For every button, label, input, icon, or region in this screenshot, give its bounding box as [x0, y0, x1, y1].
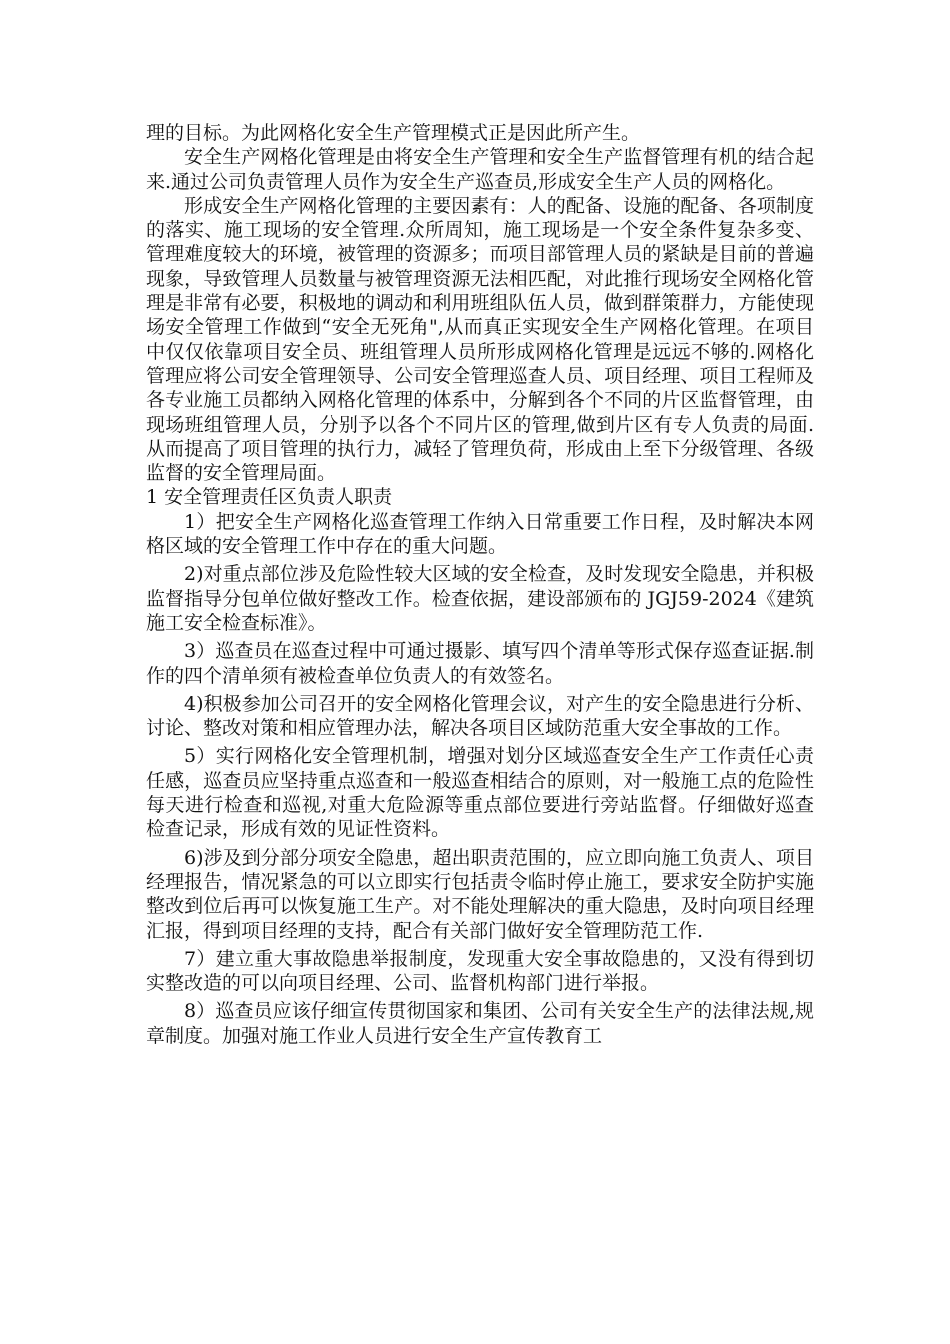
list-item-3: 3）巡查员在巡查过程中可通过摄影、填写四个清单等形式保存巡查证据.制作的四个清单须有被检查单位负责人的有效签名。	[146, 640, 814, 687]
list-item-6: 6)涉及到分部分项安全隐患，超出职责范围的，应立即向施工负责人、项目经理报告，情况紧急的可以立即实行包括责令临时停止施工，要求安全防护实施整改到位后再可以恢复施工生产。对不能处理解决的重大隐患，及时向项目经理汇报，得到项目经理的支持，配合有关部门做好安全管理防范工作.	[146, 846, 814, 942]
list-item-4: 4)积极参加公司召开的安全网格化管理会议，对产生的安全隐患进行分析、讨论、整改对策和相应管理办法，解决各项目区域防范重大安全事故的工作。	[146, 692, 814, 740]
section-heading: 1 安全管理责任区负责人职责	[146, 486, 393, 509]
document-page	[146, 121, 814, 1048]
list-item-8: 8）巡查员应该仔细宣传贯彻国家和集团、公司有关安全生产的法律法规,规章制度。加强对施工作业人员进行安全生产宣传教育工	[146, 1000, 814, 1047]
paragraph-intro: 理的目标。为此网格化安全生产管理模式正是因此所产生。	[146, 122, 641, 144]
list-item-1: 1）把安全生产网格化巡查管理工作纳入日常重要工作日程，及时解决本网格区域的安全管理工作中存在的重大问题。	[146, 510, 814, 558]
list-item-5: 5）实行网格化安全管理机制，增强对划分区域巡查安全生产工作责任心责任感，巡查员应坚持重点巡查和一般巡查相结合的原则，对一般施工点的危险性每天进行检查和巡视,对重大危险源等重点部位要进行旁站监督。仔细做好巡查检查记录，形成有效的见证性资料。	[146, 745, 814, 841]
paragraph-grid-management: 安全生产网格化管理是由将安全生产管理和安全生产监督管理有机的结合起来.通过公司负责管理人员作为安全生产巡查员,形成安全生产人员的网格化。	[146, 146, 814, 193]
list-item-7: 7）建立重大事故隐患举报制度，发现重大安全事故隐患的，又没有得到切实整改造的可以向项目经理、公司、监督机构部门进行举报。	[146, 947, 814, 995]
list-item-2: 2)对重点部位涉及危险性较大区域的安全检查，及时发现安全隐患，并积极监督指导分包单位做好整改工作。检查依据，建设部颁布的 JGJ59-2024《建筑施工安全检查标准》。	[146, 563, 814, 634]
paragraph-main-factors: 形成安全生产网格化管理的主要因素有：人的配备、设施的配备、各项制度的落实、施工现场的安全管理.众所周知，施工现场是一个安全条件复杂多变、管理难度较大的环境，被管理的资源多；而项目部管理人员的紧缺是目前的普遍现象，导致管理人员数量与被管理资源无法相匹配，对此推行现场安全网格化管理是非常有必要，积极地的调动和利用班组队伍人员，做到群策群力，方能使现场安全管理工作做到“安全无死角",从而真正实现安全生产网格化管理。在项目中仅仅依靠项目安全员、班组管理人员所形成网格化管理是远远不够的.网格化管理应将公司安全管理领导、公司安全管理巡查人员、项目经理、项目工程师及各专业施工员都纳入网格化管理的体系中，分解到各个不同的片区监督管理，由现场班组管理人员，分别予以各个不同片区的管理,做到片区有专人负责的局面.从而提高了项目管理的执行力，减轻了管理负荷，形成由上至下分级管理、各级监督的安全管理局面。	[146, 194, 814, 485]
